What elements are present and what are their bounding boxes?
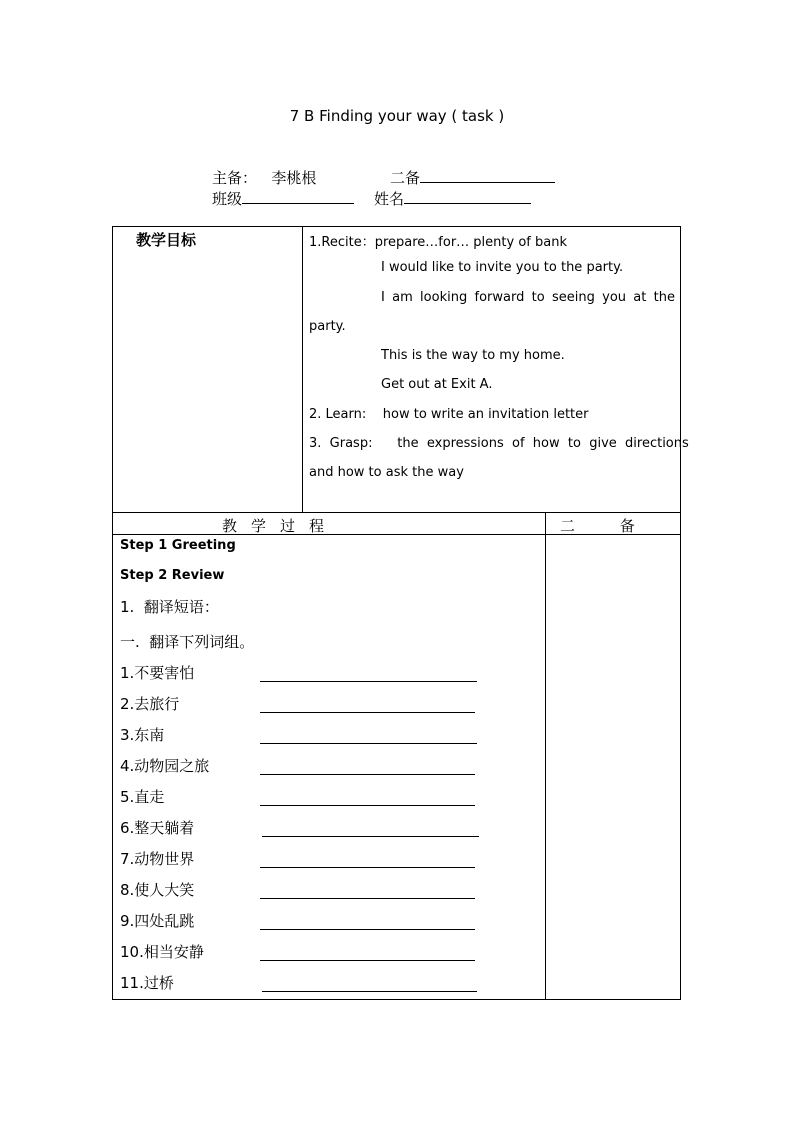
exercise-item — [120, 941, 480, 961]
answer-blank[interactable] — [260, 867, 475, 868]
exercise-prompt: 6.整天躺着 — [120, 819, 195, 837]
name-field — [374, 188, 531, 209]
name-label: 姓名 — [374, 190, 405, 208]
exercise-prompt: 4.动物园之旅 — [120, 757, 210, 775]
exercise-item — [120, 786, 480, 806]
objectives-divider — [302, 226, 303, 513]
step-2-heading: Step 2 Review — [120, 568, 225, 583]
answer-blank[interactable] — [262, 991, 477, 992]
second-prep — [390, 167, 555, 188]
exercise-prompt: 8.使人大笑 — [120, 881, 195, 899]
class-blank[interactable] — [242, 189, 354, 204]
class-field — [212, 188, 354, 209]
exercise-item — [120, 848, 480, 868]
main-prep — [212, 167, 316, 188]
exercise-item — [120, 693, 480, 713]
answer-blank[interactable] — [260, 898, 475, 899]
exercise-item — [120, 662, 480, 682]
answer-blank[interactable] — [260, 681, 477, 682]
objectives-bottom-line — [112, 512, 681, 513]
objective-line: Get out at Exit A. — [381, 377, 493, 392]
step-1-heading: Step 1 Greeting — [120, 538, 236, 553]
exercise-item — [120, 755, 480, 775]
answer-blank[interactable] — [260, 743, 477, 744]
answer-blank[interactable] — [260, 774, 475, 775]
main-prep-name: 李桃根 — [271, 169, 317, 187]
exercise-item — [120, 817, 480, 837]
exercise-item — [120, 972, 480, 992]
process-divider — [545, 512, 546, 1000]
exercise-prompt: 11.过桥 — [120, 974, 174, 992]
exercise-prompt: 2.去旅行 — [120, 695, 180, 713]
objective-line: I am looking forward to seeing you at the — [381, 290, 675, 305]
name-blank[interactable] — [404, 189, 531, 204]
objectives-label: 教学目标 — [136, 231, 197, 249]
objective-line: 2. Learn: how to write an invitation letter — [309, 407, 589, 422]
objective-line: party. — [309, 319, 346, 334]
exercise-item — [120, 910, 480, 930]
answer-blank[interactable] — [262, 836, 479, 837]
answer-blank[interactable] — [260, 805, 475, 806]
objective-line: 3. Grasp: the expressions of how to give directions — [309, 436, 689, 451]
objective-line: and how to ask the way — [309, 465, 464, 480]
second-prep-blank[interactable] — [420, 168, 555, 183]
objective-line: I would like to invite you to the party. — [381, 260, 624, 275]
exercise-prompt: 3.东南 — [120, 726, 165, 744]
exercise-prompt: 10.相当安静 — [120, 943, 204, 961]
exercise-prompt: 7.动物世界 — [120, 850, 195, 868]
subsection-translate-phrases: 1. 翻译短语： — [120, 598, 219, 616]
objective-line: 1.Recite：prepare…for… plenty of bank — [309, 235, 567, 250]
second-prep-column-header: 二 备 — [560, 517, 655, 535]
second-prep-label: 二备 — [390, 169, 421, 187]
exercise-prompt: 1.不要害怕 — [120, 664, 195, 682]
exercise-item — [120, 879, 480, 899]
exercise-item — [120, 724, 480, 744]
exercise-prompt: 5.直走 — [120, 788, 165, 806]
document-title: 7 B Finding your way ( task ) — [289, 107, 505, 125]
objective-line: This is the way to my home. — [381, 348, 565, 363]
answer-blank[interactable] — [260, 929, 475, 930]
exercise-prompt: 9.四处乱跳 — [120, 912, 195, 930]
answer-blank[interactable] — [260, 960, 475, 961]
subsection-translate-groups: 一. 翻译下列词组。 — [120, 633, 255, 651]
process-header: 教学过程 — [222, 517, 339, 535]
main-prep-label: 主备： — [212, 169, 258, 187]
answer-blank[interactable] — [260, 712, 475, 713]
class-label: 班级 — [212, 190, 243, 208]
